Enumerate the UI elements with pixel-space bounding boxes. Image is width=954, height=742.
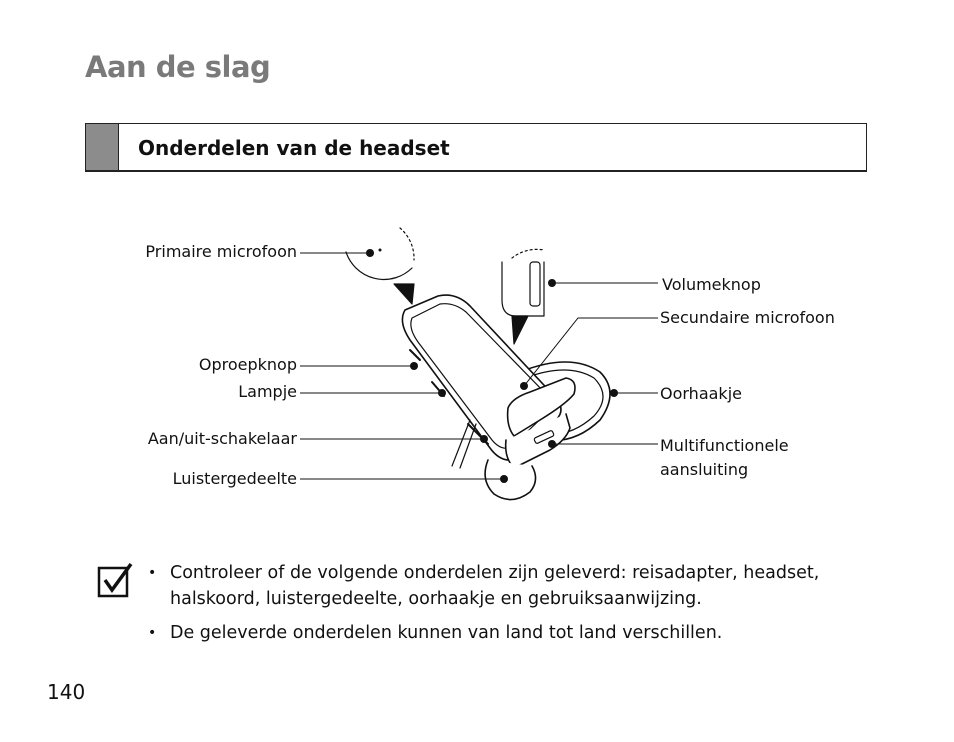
label-indicator-light: Lampje	[238, 382, 297, 401]
section-title: Onderdelen van de headset	[138, 136, 450, 160]
label-ear-hook: Oorhaakje	[660, 384, 742, 403]
label-secondary-microphone: Secundaire microfoon	[660, 308, 835, 327]
label-multifunction-connector-line1: Multifunctionele	[660, 436, 789, 455]
checkbox-checked-icon	[97, 562, 133, 598]
label-earpiece: Luistergedeelte	[172, 469, 297, 488]
label-volume-button: Volumeknop	[662, 275, 761, 294]
label-call-button: Oproepknop	[198, 355, 297, 374]
label-multifunction-connector-line2: aansluiting	[660, 460, 749, 479]
page-title: Aan de slag	[85, 50, 271, 84]
label-primary-microphone: Primaire microfoon	[145, 242, 297, 261]
note-item: • De geleverde onderdelen kunnen van land tot land verschillen.	[148, 620, 868, 646]
notes-list	[148, 560, 868, 654]
page-number: 140	[47, 680, 86, 704]
note-item: • Controleer of de volgende onderdelen zijn geleverd: reisadapter, headset, halskoord, luistergedeelte, oorhaakje en gebruiksaanwijzing.	[148, 560, 868, 612]
label-power-switch: Aan/uit-schakelaar	[147, 429, 297, 448]
